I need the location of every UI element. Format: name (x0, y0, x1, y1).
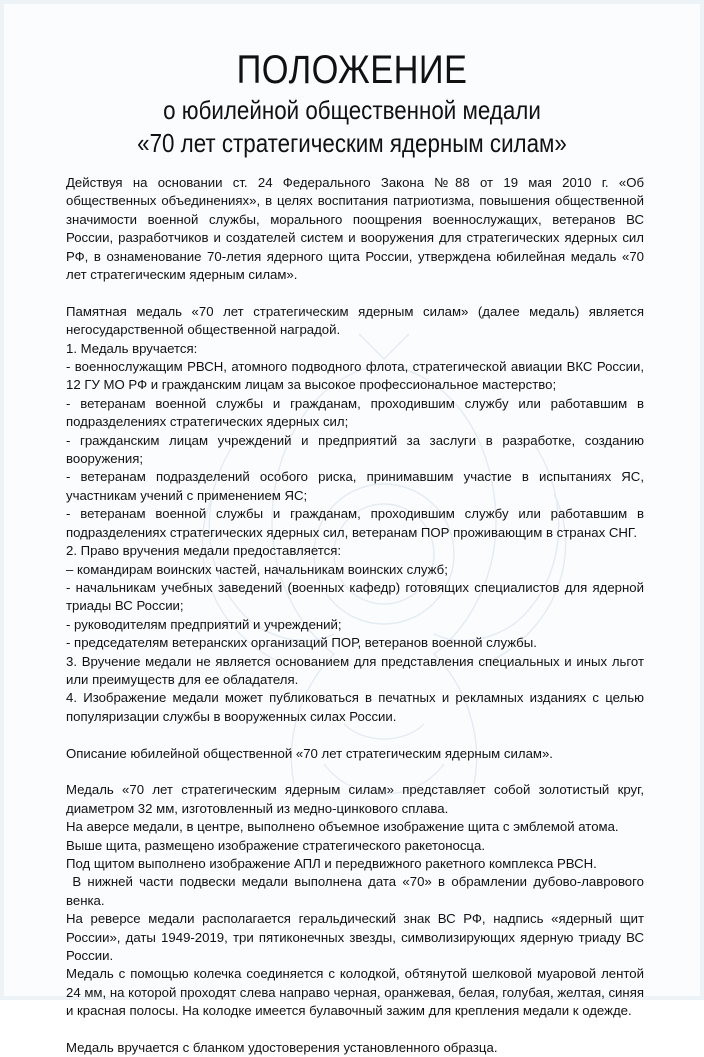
regulation-line: 2. Право вручения медали предоставляется: (66, 543, 342, 559)
regulation-line: - гражданским лицам учреждений и предприятий за заслуги в разработке, созданию вооружения; (66, 432, 644, 467)
description-line: На аверсе медали, в центре, выполнено объемное изображение щита с эмблемой атома. (66, 819, 619, 835)
spacer (66, 1021, 644, 1039)
closing-paragraph: Медаль вручается с бланком удостоверения установленного образца. (66, 1040, 498, 1056)
intro-paragraph: Действуя на основании ст. 24 Федерального Закона №88 от 19 мая 2010 г. «Об общественных объединениях», в целях воспитания патриотизма, повышения общественной значимости военной службы, морального поощрения военнослужащих, ветеранов ВС России, разработчиков и создателей систем и вооружения для стратегических ядерных сил РФ, в ознаменование 70-летия ядерного щита России, утверждена юбилейная медаль «70 лет стратегическим ядерным силам». (66, 175, 644, 283)
description-line: В нижней части подвески медали выполнена дата «70» в обрамлении дубово-лаврового венка. (66, 874, 648, 908)
page-title: ПОЛОЖЕНИЕ (236, 48, 468, 92)
description-line: Выше щита, размещено изображение стратегического ракетоносца. (66, 837, 485, 853)
description-line: Медаль «70 лет стратегическим ядерным силам» представляет собой золотистый круг, диаметром 32 мм, изготовленный из медно-цинкового сплава. (66, 782, 644, 816)
definition-paragraph: Памятная медаль «70 лет стратегическим ядерным силам» (далее медаль) является негосударственной общественной наградой. (66, 303, 644, 338)
header (4, 4, 700, 160)
regulation-line: - ветеранам военной службы и гражданам, проходившим службу или работавшим в подразделениях стратегических ядерных сил; (66, 395, 644, 430)
regulation-line: - председателям ветеранских организаций ПОР, ветеранов военной службы. (66, 635, 537, 651)
description-line: На реверсе медали располагается геральдический знак ВС РФ, надпись «ядерный щит России», даты 1949-2019, три пятиконечных звезды, символизирующих ядерную триаду ВС России. (66, 911, 644, 964)
description-heading: Описание юбилейной общественной «70 лет стратегическим ядерным силам». (66, 745, 553, 761)
regulation-line: - начальникам учебных заведений (военных кафедр) готовящих специалистов для ядерной триады ВС России; (66, 579, 644, 614)
description-line: Под щитом выполнено изображение АПЛ и передвижного ракетного комплекса РВСН. (66, 855, 597, 871)
regulation-line: - руководителям предприятий и учреждений; (66, 616, 342, 632)
spacer (66, 763, 644, 781)
regulation-line: - ветеранам подразделений особого риска, принимавшим участие в испытаниях ЯС, участникам учений с применением ЯС; (66, 469, 644, 503)
regulation-line: - ветеранам военной службы и гражданам, проходившим службу или работавшим в подразделениях стратегических ядерных сил, ветеранам ПОР проживающим в странах СНГ. (66, 506, 644, 540)
regulation-line: – командирам воинских частей, начальникам воинских служб; (66, 561, 448, 577)
regulation-line: 3. Вручение медали не является основанием для представления специальных и иных льгот или преимуществ для ее обладателя. (66, 653, 644, 687)
regulation-line: 1. Медаль вручается: (66, 340, 198, 356)
regulation-line: - военнослужащим РВСН, атомного подводного флота, стратегической авиации ВКС России, 12 ГУ МО РФ и гражданским лицам за высокое профессиональное мастерство; (66, 359, 644, 393)
subtitle-line-2: «70 лет стратегическим ядерным силам» (137, 128, 567, 158)
description-line: Медаль с помощью колечка соединяется с колодкой, обтянутой шелковой муаровой лентой 24 мм, на которой проходят слева направо черная, оранжевая, белая, голубая, желтая, синяя и красная полосы. На колодке имеется булавочный зажим для крепления медали к одежде. (66, 966, 644, 1019)
spacer (66, 726, 644, 744)
spacer (66, 284, 644, 302)
subtitle-line-1: о юбилейной общественной медали (163, 95, 541, 125)
document-body (66, 174, 648, 1057)
regulation-line: 4. Изображение медали может публиковаться в печатных и рекламных изданиях с целью популяризации службы в вооруженных силах России. (66, 690, 644, 724)
